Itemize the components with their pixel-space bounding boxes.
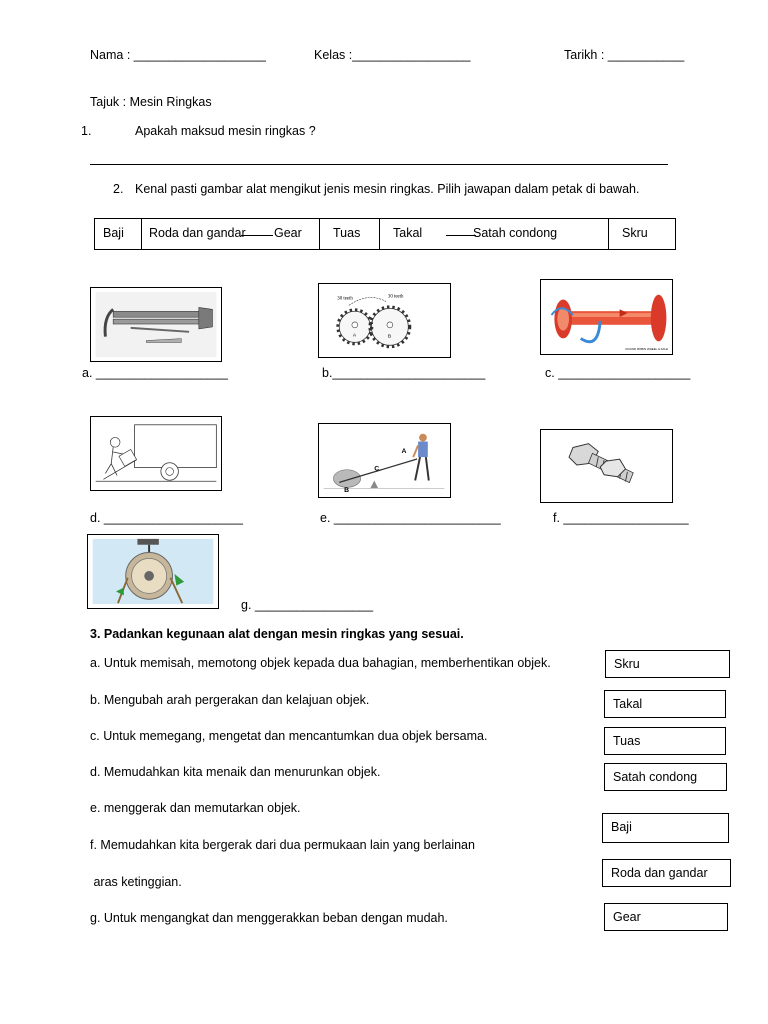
answer-blank-e[interactable]: e. ________________________ [320, 511, 501, 525]
answer-blank-d[interactable]: d. ____________________ [90, 511, 243, 525]
picture-c-wheel-axle [540, 279, 673, 355]
gears-image [319, 284, 450, 357]
name-field[interactable]: Nama : ___________________ [90, 48, 266, 62]
worksheet-title: Tajuk : Mesin Ringkas [90, 95, 212, 109]
choice-skru: Skru [622, 226, 648, 240]
picture-a-wedge-tools [90, 287, 222, 362]
table-divider [141, 219, 142, 249]
q3-item-f-continued: aras ketinggian. [90, 875, 182, 889]
date-field[interactable]: Tarikh : ___________ [564, 48, 685, 62]
q3-item-b: b. Mengubah arah pergerakan dan kelajuan objek. [90, 693, 370, 707]
answer-blank-g[interactable]: g. _________________ [241, 598, 374, 612]
picture-f-screw [540, 429, 673, 503]
match-box-roda-dan-gandar[interactable]: Roda dan gandar [602, 859, 731, 887]
answer-blank-a[interactable]: a. ___________________ [82, 366, 228, 380]
choice-takal: Takal [393, 226, 423, 240]
wedge-tools-image [91, 288, 221, 361]
picture-b-gears [318, 283, 451, 358]
choice-gear: Gear [274, 226, 302, 240]
q3-item-g: g. Untuk mengangkat dan menggerakkan beban dengan mudah. [90, 911, 448, 925]
gear-label-right: 30 teeth [387, 294, 404, 300]
pulley-image [88, 535, 218, 608]
q3-heading: 3. Padankan kegunaan alat dengan mesin ringkas yang sesuai. [90, 627, 464, 641]
answer-blank-c[interactable]: c. ___________________ [545, 366, 691, 380]
q1-answer-line[interactable] [90, 164, 668, 165]
answer-blank-f[interactable]: f. __________________ [553, 511, 689, 525]
ramp-truck-image [91, 417, 221, 490]
match-box-gear[interactable]: Gear [604, 903, 728, 931]
picture-e-lever [318, 423, 451, 498]
class-field[interactable]: Kelas :_________________ [314, 48, 471, 62]
gear-label-b: B [387, 334, 392, 340]
lever-label-a: A [401, 448, 407, 456]
match-box-satah-condong[interactable]: Satah condong [604, 763, 727, 791]
match-box-takal[interactable]: Takal [604, 690, 726, 718]
q1-number: 1. [81, 124, 92, 138]
wheel-axle-caption: ROUND ROBIN WHEEL & AXLE [625, 347, 669, 352]
lever-label-c: C [374, 465, 380, 473]
lever-label-b: B [344, 487, 350, 495]
table-divider [379, 219, 380, 249]
q3-item-f: f. Memudahkan kita bergerak dari dua permukaan lain yang berlainan [90, 838, 475, 852]
q2-text: Kenal pasti gambar alat mengikut jenis mesin ringkas. Pilih jawapan dalam petak di bawah. [135, 182, 640, 196]
match-box-baji[interactable]: Baji [602, 813, 729, 843]
lever-image [319, 424, 450, 497]
table-divider [608, 219, 609, 249]
gear-label-left: 30 teeth [337, 296, 353, 302]
q3-item-a: a. Untuk memisah, memotong objek kepada dua bahagian, memberhentikan objek. [90, 656, 551, 670]
q2-number: 2. [113, 182, 124, 196]
match-box-tuas[interactable]: Tuas [604, 727, 726, 755]
connector-line [446, 235, 476, 236]
connector-line [241, 235, 273, 236]
wheel-axle-image [541, 280, 672, 354]
choice-baji: Baji [103, 226, 124, 240]
q3-item-d: d. Memudahkan kita menaik dan menurunkan objek. [90, 765, 381, 779]
picture-g-pulley [87, 534, 219, 609]
table-divider [319, 219, 320, 249]
choice-tuas: Tuas [333, 226, 361, 240]
q1-text: Apakah maksud mesin ringkas ? [135, 124, 316, 138]
answer-blank-b[interactable]: b.______________________ [322, 366, 486, 380]
choice-satah-condong: Satah condong [473, 226, 558, 240]
q3-item-c: c. Untuk memegang, mengetat dan mencantumkan dua objek bersama. [90, 729, 488, 743]
picture-d-ramp-truck [90, 416, 222, 491]
choices-table [94, 218, 676, 250]
match-box-skru[interactable]: Skru [605, 650, 730, 678]
q3-item-e: e. menggerak dan memutarkan objek. [90, 801, 301, 815]
screw-image [541, 430, 672, 502]
gear-label-a: A [352, 333, 357, 339]
choice-roda-dan-gandar: Roda dan gandar [149, 226, 246, 240]
